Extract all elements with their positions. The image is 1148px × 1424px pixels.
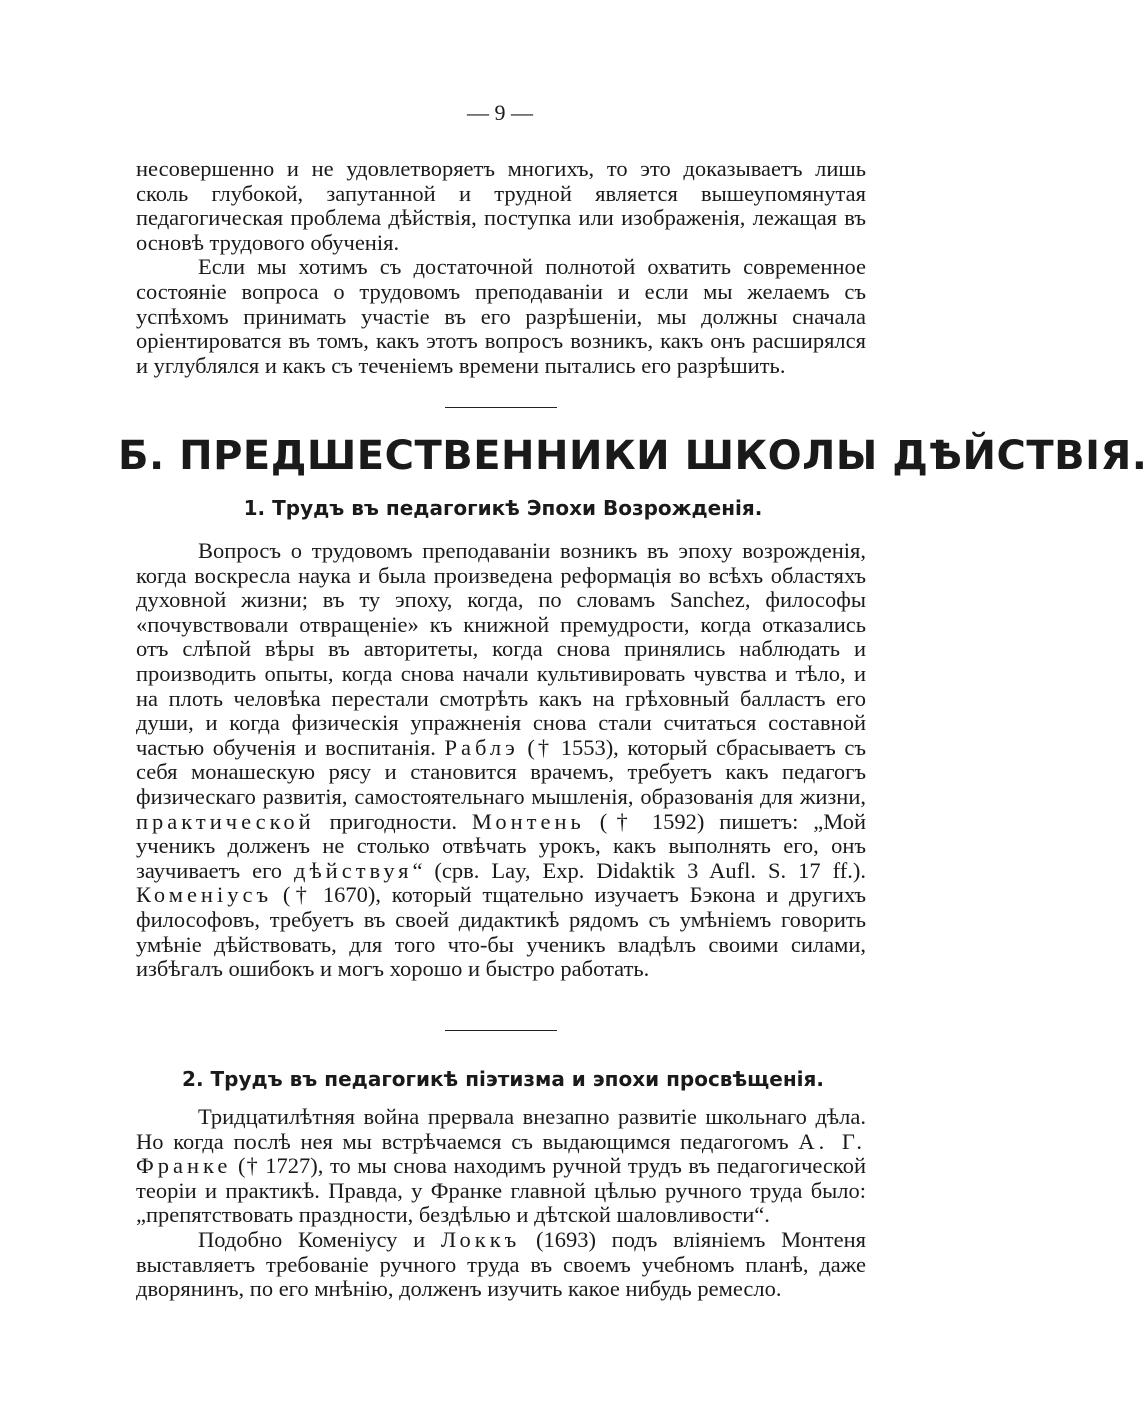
intro-paragraph-1: несовершенно и не удовлетворяетъ многихъ, то это доказываетъ лишь сколь глубокой, запутанной и трудной является вышеупомянутая педагогическая проблема дѣйствія, поступка или изображенія, лежащая въ основѣ трудового обученія. (136, 156, 866, 255)
word-acting: дѣйствуя (294, 857, 413, 883)
name-francke: А. Г. Франке (136, 1128, 866, 1179)
chapter-heading: Б. ПРЕДШЕСТВЕННИКИ ШКОЛЫ ДѢЙСТВІЯ. (118, 433, 1148, 479)
section-1-paragraph (136, 539, 866, 982)
section-2-paragraph-1 (136, 1105, 866, 1228)
section-2-paragraph-2 (136, 1228, 866, 1302)
section-divider-2 (445, 1030, 557, 1031)
s1-text-a: Вопросъ о трудовомъ преподаваніи возникъ въ эпоху возрожденія, когда воскресла наука и была произведена реформація во всѣхъ областяхъ духовной жизни; въ ту эпоху, когда, по словамъ Sanchez, философы «почувствовали отвращеніе» къ книжной премудрости, когда отказались отъ слѣпой вѣры въ авторитеты, когда снова принялись наблюдать и производить опыты, когда снова начали культивировать чувства и тѣло, и на плоть человѣка перестали смотрѣть какъ на грѣховный балластъ его души, и когда физическія упражненія снова стали считаться составной частью обученія и воспитанія. (136, 538, 866, 760)
s1-text-d: († 1592) пишетъ: „Мой ученикъ долженъ не столько отвѣчать урокъ, какъ выполнять его, онъ заучиваетъ его (136, 808, 867, 883)
section-2-heading: 2. Трудъ въ педагогикѣ піэтизма и эпохи просвѣщенія. (182, 1067, 824, 1091)
s2-text-c: Подобно Коменіусу и (198, 1226, 426, 1252)
s2-text-d: (1693) подъ вліяніемъ Монтеня выставляетъ требованіе ручного труда въ своемъ учебномъ планѣ, даже дворянинъ, по его мнѣнію, долженъ изучить какое нибудь ремесло. (136, 1226, 867, 1302)
section-divider-1 (445, 407, 557, 408)
name-comenius: Коменіусъ (136, 882, 273, 908)
intro-paragraph-2: Если мы хотимъ съ достаточной полнотой охватить современное состояніе вопроса о трудовомъ преподаваніи и если мы желаемъ съ успѣхомъ принимать участіе въ его разрѣшеніи, мы должны сначала оріентироватся въ томъ, какъ этотъ вопросъ возникъ, какъ онъ расширялся и углублялся и какъ съ теченіемъ времени пытались его разрѣшить. (136, 254, 866, 378)
s1-text-e: “ (срв. Lay, Exp. Didaktik 3 Aufl. S. 17 ff.). (412, 857, 866, 883)
s1-text-b: († 1553), который сбрасываетъ съ себя монашескую рясу и становится врачемъ, требуетъ какъ педагогъ физическаго развитія, самостоятельнаго мышленія, образованія для жизни, (136, 734, 867, 809)
s2-text-b: († 1727), то мы снова находимъ ручной трудъ въ педагогической теоріи и практикѣ. Правда, у Франке главной цѣлью ручного труда было: „препятствовать праздности, бездѣлью и дѣтской шаловливости“. (136, 1153, 866, 1228)
page-number: — 9 — (467, 100, 533, 125)
word-practical: практической (136, 808, 315, 834)
section-1-heading: 1. Трудъ въ педагогикѣ Эпохи Возрожденія. (243, 496, 763, 520)
name-montaigne: Монтень (471, 808, 585, 834)
intro-text (136, 157, 866, 378)
s2-text-a: Тридцатилѣтняя война прервала внезапно развитіе школьнаго дѣла. Но когда послѣ нея мы встрѣчаемся съ выдающимся педагогомъ (136, 1104, 866, 1154)
name-locke: Локкъ (440, 1226, 521, 1252)
s1-text-f: († 1670), который тщательно изучаетъ Бэкона и другихъ философовъ, требуетъ въ своей дидактикѣ рядомъ съ умѣніемъ говорить умѣніе дѣйствовать, для того что-бы ученикъ владѣлъ своими силами, избѣгалъ ошибокъ и могъ хорошо и быстро работать. (136, 882, 866, 982)
section-2-text (136, 1105, 866, 1302)
name-rabelais: Раблэ (444, 734, 519, 760)
s1-text-c: пригодности. (329, 808, 458, 834)
section-1-text (136, 539, 866, 982)
